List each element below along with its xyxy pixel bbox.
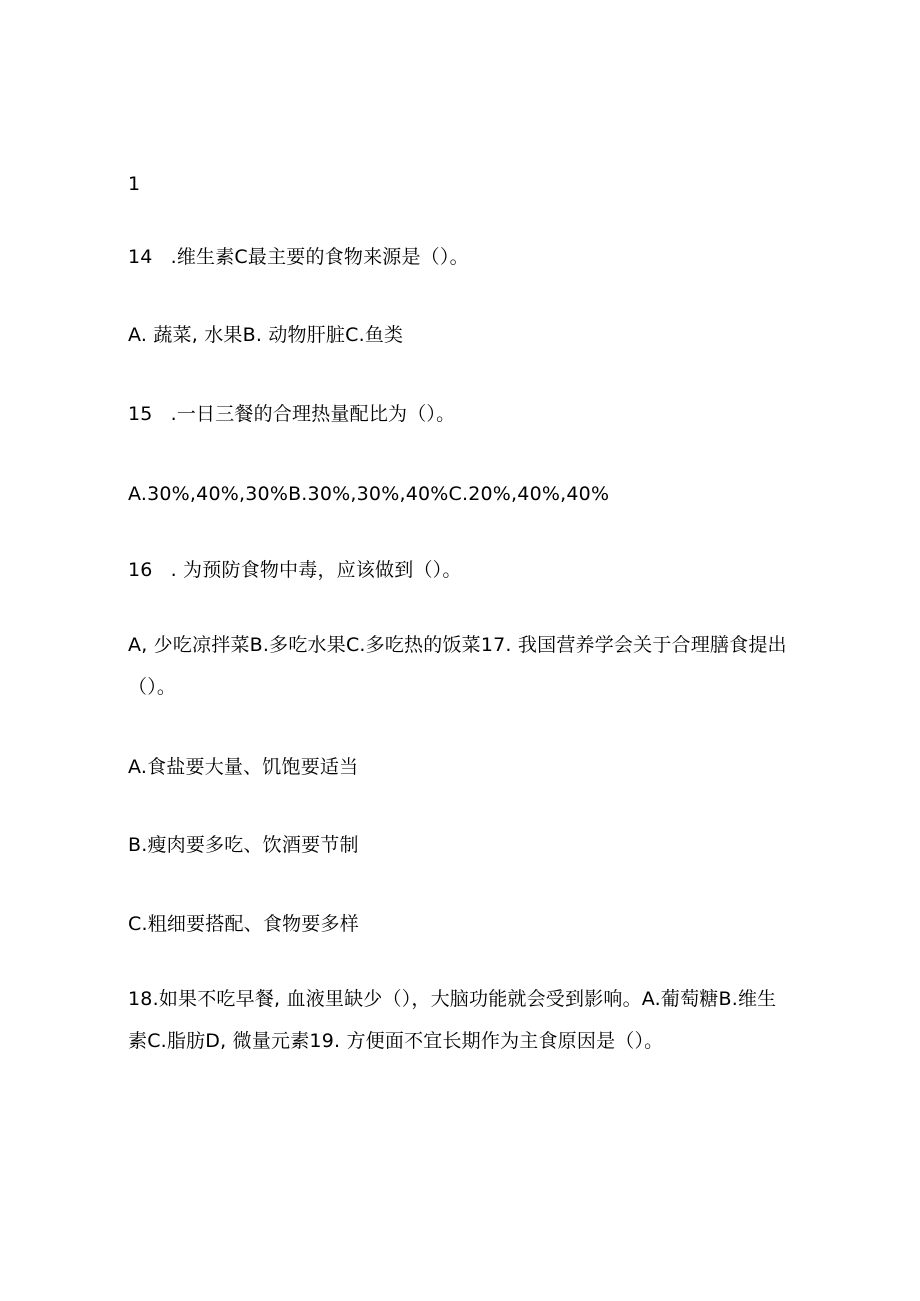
question-17-option-c: C.粗细要搭配、食物要多样 — [128, 913, 359, 935]
question-18: 18.如果不吃早餐, 血液里缺少（），大脑功能就会受到影响。A.葡萄糖B.维生素C.脂肪D, 微量元素19. 方便面不宜长期作为主食原因是（）。 — [128, 988, 777, 1052]
page-number: 1 — [128, 173, 141, 195]
question-17-option-a: A.食盐要大量、饥饱要适当 — [128, 756, 359, 778]
question-text: .一日三餐的合理热量配比为（）。 — [170, 403, 456, 425]
question-16-options: A, 少吃凉拌菜B.多吃水果C.多吃热的饭菜17. 我国营养学会关于合理膳食提出（）。 — [128, 634, 787, 698]
question-number: 16 — [128, 559, 153, 581]
question-17-option-b: B.瘦肉要多吃、饮酒要节制 — [128, 834, 359, 856]
question-number: 14 — [128, 246, 153, 268]
question-text: .维生素C最主要的食物来源是（）。 — [170, 246, 469, 268]
question-number: 15 — [128, 403, 153, 425]
question-text: . 为预防食物中毒，应该做到（）。 — [170, 559, 462, 581]
question-14 — [128, 245, 469, 269]
question-15 — [128, 402, 455, 426]
question-16 — [128, 558, 462, 582]
question-15-options: A.30%,40%,30%B.30%,30%,40%C.20%,40%,40% — [128, 483, 610, 505]
question-14-options: A. 蔬菜, 水果B. 动物肝脏C.鱼类 — [128, 324, 404, 346]
